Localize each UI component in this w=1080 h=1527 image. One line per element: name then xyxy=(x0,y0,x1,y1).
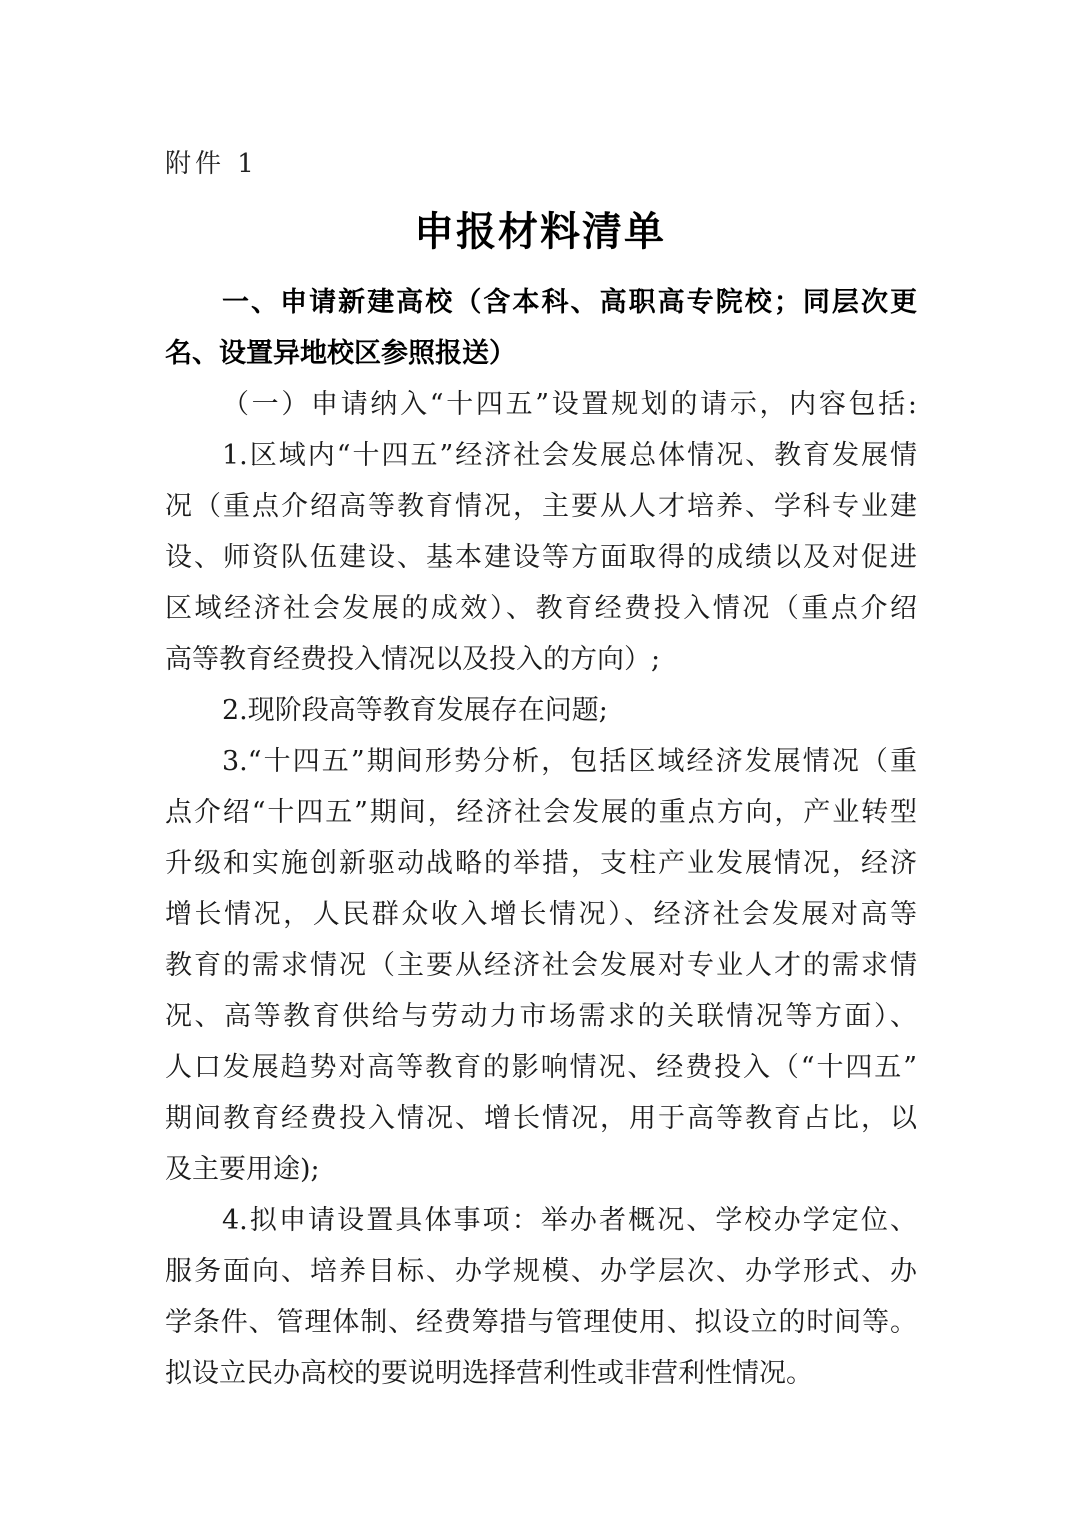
item-4-line: 4.拟申请设置具体事项：举办者概况、学校办学定位、 xyxy=(222,1205,917,1236)
item-3-line: 教育的需求情况（主要从经济社会发展对专业人才的需求情 xyxy=(165,950,917,981)
item-2-line: 2.现阶段高等教育发展存在问题; xyxy=(222,695,608,726)
item-3-line: 增长情况，人民群众收入增长情况）、经济社会发展对高等 xyxy=(165,899,917,930)
item-1-line: 况（重点介绍高等教育情况，主要从人才培养、学科专业建 xyxy=(165,491,917,522)
item-1-line: 高等教育经费投入情况以及投入的方向）; xyxy=(165,644,661,675)
item-3-line: 人口发展趋势对高等教育的影响情况、经费投入（“十四五” xyxy=(165,1052,917,1083)
item-3-line: 点介绍“十四五”期间，经济社会发展的重点方向，产业转型 xyxy=(165,797,917,828)
document-title: 申报材料清单 xyxy=(414,208,666,255)
section-heading-line: 一、申请新建高校（含本科、高职高专院校；同层次更 xyxy=(222,287,917,318)
item-3-line: 及主要用途); xyxy=(165,1154,320,1185)
item-1-line: 1.区域内“十四五”经济社会发展总体情况、教育发展情 xyxy=(222,440,917,471)
subsection-heading: （一）申请纳入“十四五”设置规划的请示，内容包括: xyxy=(222,389,917,420)
item-3-line: 3.“十四五”期间形势分析，包括区域经济发展情况（重 xyxy=(222,746,917,777)
item-4-line: 拟设立民办高校的要说明选择营利性或非营利性情况。 xyxy=(165,1358,813,1389)
item-1-line: 设、师资队伍建设、基本建设等方面取得的成绩以及对促进 xyxy=(165,542,917,573)
item-3-line: 况、高等教育供给与劳动力市场需求的关联情况等方面）、 xyxy=(165,1001,917,1032)
item-4-line: 学条件、管理体制、经费筹措与管理使用、拟设立的时间等。 xyxy=(165,1307,917,1338)
item-3-line: 期间教育经费投入情况、增长情况，用于高等教育占比，以 xyxy=(165,1103,917,1134)
section-heading-line: 名、设置异地校区参照报送） xyxy=(165,338,516,369)
item-3-line: 升级和实施创新驱动战略的举措，支柱产业发展情况，经济 xyxy=(165,848,917,879)
item-1-line: 区域经济社会发展的成效）、教育经费投入情况（重点介绍 xyxy=(165,593,917,624)
item-4-line: 服务面向、培养目标、办学规模、办学层次、办学形式、办 xyxy=(165,1256,917,1287)
attachment-label: 附件 1 xyxy=(165,149,258,179)
